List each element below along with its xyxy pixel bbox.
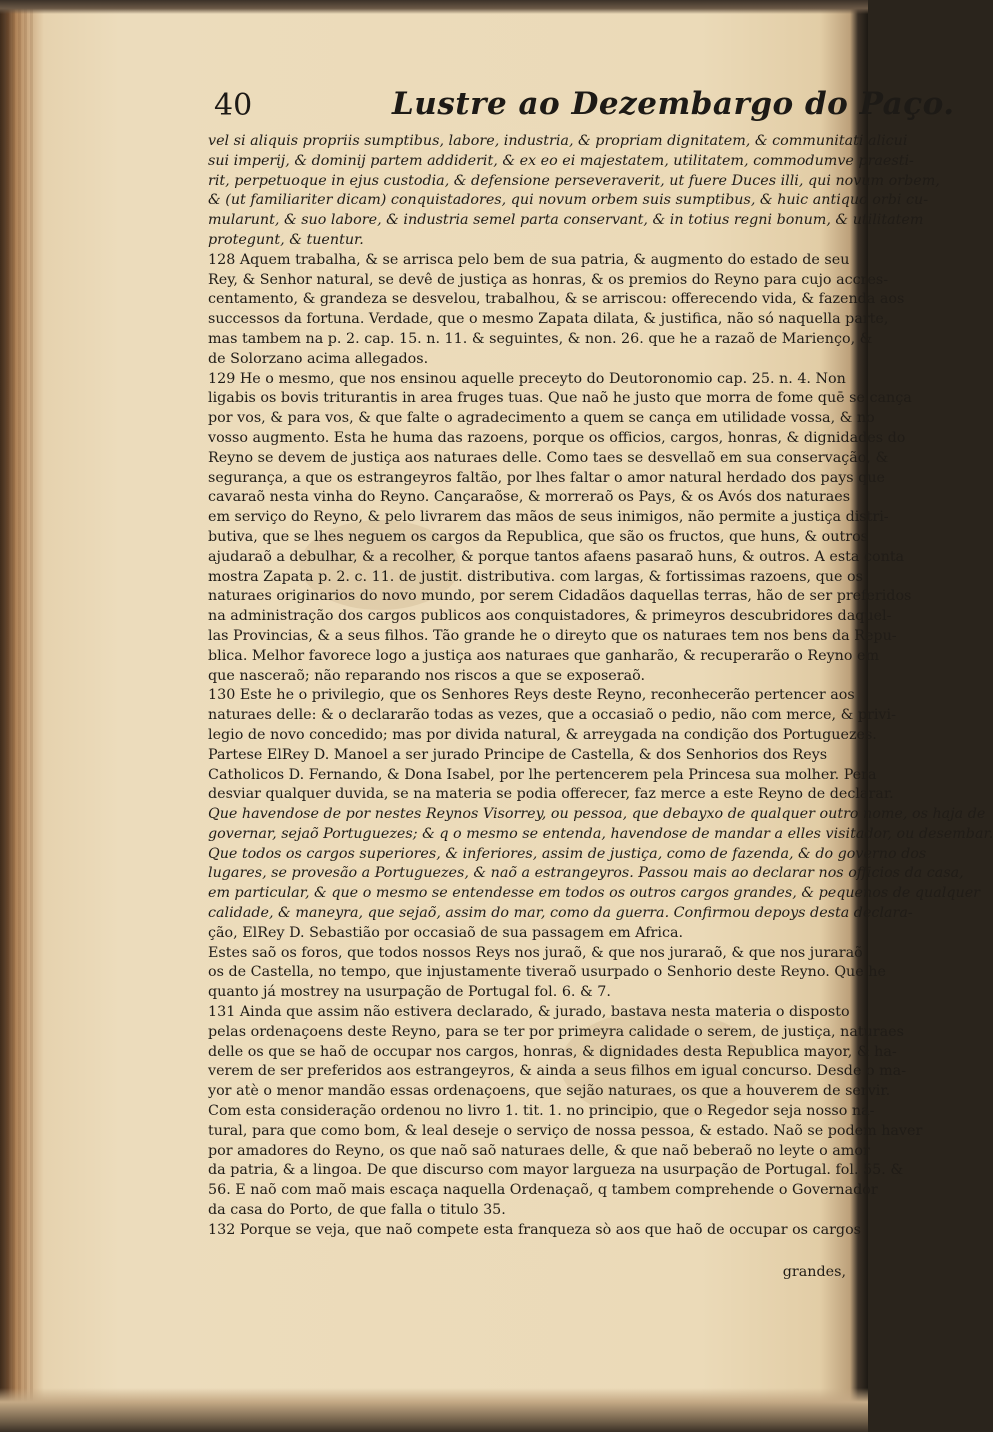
book-gutter — [0, 0, 36, 1432]
text-line: Com esta consideração ordenou no livro 1. tit. 1. no principio, que o Regedor seja nosso na- — [208, 1103, 875, 1120]
text-line: desviar qualquer duvida, se na materia se podia offerecer, faz merce a este Reyno de declarar. — [208, 786, 894, 803]
text-line: protegunt, & tuentur. — [208, 231, 364, 248]
text-line: de Solorzano acima allegados. — [208, 350, 429, 367]
running-title: Lustre ao Dezembargo do Paço. — [392, 86, 955, 122]
text-line: & (ut familiariter dicam) conquistadores, qui novum orbem suis sumptibus, & huic antiquo orbi cu- — [208, 192, 929, 209]
text-line: legio de novo concedido; mas por divida natural, & arreygada na condição dos Portuguezes. — [208, 726, 877, 743]
text-line: Catholicos D. Fernando, & Dona Isabel, por lhe pertencerem pela Princesa sua molher. Pera — [208, 766, 877, 783]
text-line: sui imperij, & dominij partem addiderit, & ex eo ei majestatem, utilitatem, commodumve praesti- — [208, 152, 914, 169]
body-text — [208, 132, 993, 1262]
text-line: centamento, & grandeza se desvelou, trabalhou, & se arriscou: offerecendo vida, & fazenda aos — [208, 291, 905, 308]
text-line: naturaes delle: & o declararão todas as vezes, que a occasiaõ o pedio, não com merce, & privi- — [208, 707, 896, 724]
text-line: Rey, & Senhor natural, se devê de justiça as honras, & os premios do Reyno para cujo accres- — [208, 271, 889, 288]
text-line: ção, ElRey D. Sebastião por occasiaõ de sua passagem em Africa. — [208, 924, 684, 941]
text-line: Estes saõ os foros, que todos nossos Reys nos juraõ, & que nos juraraõ, & que nos juraraõ — [208, 944, 863, 961]
text-line: ligabis os bovis triturantis in area fruges tuas. Que naõ he justo que morra de fome quē se cança — [208, 390, 912, 407]
text-line: lugares, se provesão a Portuguezes, & naõ a estrangeyros. Passou mais ao declarar nos officios da casa, — [208, 865, 964, 882]
text-line: da patria, & a lingoa. De que discurso com mayor largueza na usurpação de Portugal. fol. 55. & — [208, 1162, 904, 1179]
text-line: rit, perpetuoque in ejus custodia, & defensione perseveraverit, ut fuere Duces illi, qui novum orbem, — [208, 172, 940, 189]
text-line: butiva, que se lhes neguem os cargos da Republica, que são os fructos, que huns, & outros — [208, 528, 869, 545]
text-line: cavaraõ nesta vinha do Reyno. Cançaraõse, & morreraõ os Pays, & os Avós dos naturaes — [208, 489, 851, 506]
text-line: tural, para que como bom, & leal deseje o serviço de nossa pessoa, & estado. Naõ se podem haver — [208, 1122, 923, 1139]
text-line: os de Castella, no tempo, que injustamente tiveraõ usurpado o Senhorio deste Reyno. Que he — [208, 964, 886, 981]
text-line: pelas ordenaçoens deste Reyno, para se ter por primeyra calidade o serem, de justiça, naturaes — [208, 1023, 904, 1040]
text-line: Partese ElRey D. Manoel a ser jurado Principe de Castella, & dos Senhorios dos Reys — [208, 746, 828, 763]
text-line: por amadores do Reyno, os que naõ saõ naturaes delle, & que naõ beberaõ no leyte o amor — [208, 1142, 870, 1159]
text-line: mularunt, & suo labore, & industria semel parta conservant, & in totius regni bonum, & utilitatem — [208, 212, 924, 229]
page-number: 40 — [214, 88, 253, 123]
text-line: ajudaraõ a debulhar, & a recolher, & porque tantos afaens pasaraõ huns, & outros. A esta conta — [208, 548, 905, 565]
catchword: grandes, — [782, 1264, 846, 1280]
text-line: naturaes originarios do novo mundo, por serem Cidadãos daquellas terras, hão de ser preferidos — [208, 588, 912, 605]
text-line: 131 Ainda que assim não estivera declarado, & jurado, bastava nesta materia o disposto — [208, 1004, 850, 1021]
text-line: verem de ser preferidos aos estrangeyros, & ainda a seus filhos em igual concurso. Desde o ma- — [208, 1063, 907, 1080]
text-line: 130 Este he o privilegio, que os Senhores Reys deste Reyno, reconhecerão pertencer aos — [208, 687, 855, 704]
text-line: governar, sejaõ Portuguezes; & q o mesmo se entenda, havendose de mandar a elles visitador, ou desembar. — [208, 825, 993, 842]
page-top-edge — [0, 0, 868, 14]
text-line: em serviço do Reyno, & pelo livrarem das mãos de seus inimigos, não permite a justiça distri- — [208, 509, 889, 526]
text-line: 129 He o mesmo, que nos ensinou aquelle preceyto do Deutoronomio cap. 25. n. 4. Non — [208, 370, 846, 387]
text-line: Reyno se devem de justiça aos naturaes delle. Como taes se desvellaõ em sua conservação, & — [208, 449, 889, 466]
text-line: por vos, & para vos, & que falte o agradecimento a quem se cança em utilidade vossa, & no — [208, 410, 875, 427]
text-line: Que todos os cargos superiores, & inferiores, assim de justiça, como de fazenda, & do governo dos — [208, 845, 927, 862]
text-line: calidade, & maneyra, que sejaõ, assim do mar, como da guerra. Confirmou depoys desta declara- — [208, 905, 913, 922]
text-line: blica. Melhor favorece logo a justiça aos naturaes que ganharão, & recuperarão o Reyno em — [208, 647, 880, 664]
text-line: las Provincias, & a seus filhos. Tão grande he o direyto que os naturaes tem nos bens da Repu- — [208, 627, 897, 644]
text-line: vosso augmento. Esta he huma das razoens, porque os officios, cargos, honras, & dignidades do — [208, 429, 906, 446]
text-line: mostra Zapata p. 2. c. 11. de justit. distributiva. com largas, & fortissimas razoens, que os — [208, 568, 863, 585]
text-line: 56. E naõ com maõ mais escaça naquella Ordenaçaõ, q tambem comprehende o Governador — [208, 1182, 878, 1199]
text-line: segurança, a que os estrangeyros faltão, por lhes faltar o amor natural herdado dos pays que — [208, 469, 885, 486]
text-line: mas tambem na p. 2. cap. 15. n. 11. & seguintes, & non. 26. que he a razaõ de Marienço, & — [208, 330, 873, 347]
text-line: delle os que se haõ de occupar nos cargos, honras, & dignidades desta Republica mayor, & ha- — [208, 1043, 897, 1060]
text-line: na administração dos cargos publicos aos conquistadores, & primeyros descubridores daquel- — [208, 608, 892, 625]
text-line: vel si aliquis propriis sumptibus, labore, industria, & propriam dignitatem, & communitati alicui — [208, 133, 908, 149]
text-line: yor atè o menor mandão essas ordenaçoens, que sejão naturaes, os que a houverem de servir. — [208, 1083, 891, 1100]
text-line: que nasceraõ; não reparando nos riscos a que se exposeraõ. — [208, 667, 646, 684]
text-line: quanto já mostrey na usurpação de Portugal fol. 6. & 7. — [208, 984, 611, 1001]
text-line: Que havendose de por nestes Reynos Visorrey, ou pessoa, que debayxo de qualquer outro nome, os haja de — [208, 806, 986, 823]
text-line: 128 Aquem trabalha, & se arrisca pelo bem de sua patria, & augmento do estado de seu — [208, 251, 850, 268]
text-line: successos da fortuna. Verdade, que o mesmo Zapata dilata, & justifica, não só naquella parte, — [208, 311, 889, 328]
text-line: em particular, & que o mesmo se entendesse em todos os outros cargos grandes, & pequenos de qualquer — [208, 885, 980, 902]
text-line: da casa do Porto, de que falla o titulo 35. — [208, 1202, 506, 1219]
page-bottom-edge — [0, 1388, 868, 1432]
text-line: 132 Porque se veja, que naõ compete esta franqueza sò aos que haõ de occupar os cargos — [208, 1221, 862, 1238]
page-header — [214, 86, 955, 132]
